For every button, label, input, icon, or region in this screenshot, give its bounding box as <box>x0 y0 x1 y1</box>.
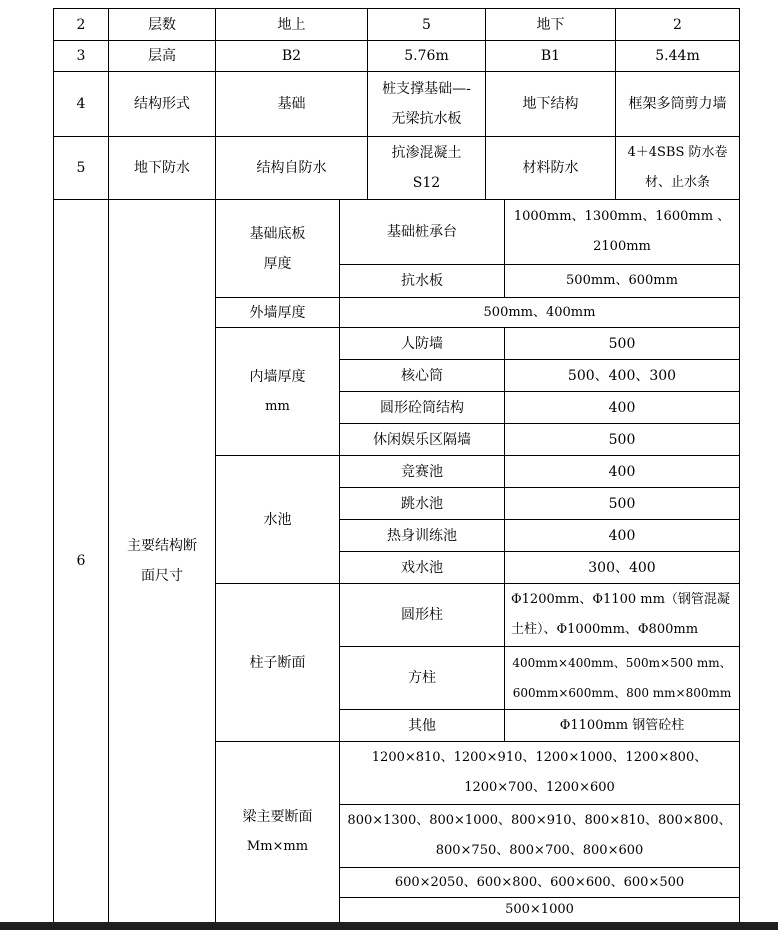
table-cell: 休闲娱乐区隔墙 <box>339 423 504 455</box>
table-cell: 5.76m <box>367 40 485 71</box>
table-cell: 400 <box>504 455 739 487</box>
table-cell: 400 <box>504 391 739 423</box>
table-cell: 抗水板 <box>339 264 504 297</box>
row-label: 结构形式 <box>108 71 215 136</box>
row-number: 2 <box>53 8 108 40</box>
row-number: 5 <box>53 136 108 199</box>
table-cell: 地下 <box>485 8 615 40</box>
row-label: 层数 <box>108 8 215 40</box>
table-cell: 1000mm、1300mm、1600mm 、2100mm <box>504 199 739 264</box>
inner-wall-label: 内墙厚度 mm <box>215 327 339 455</box>
table-cell: 500mm、400mm <box>339 297 739 327</box>
section-label: 主要结构断面尺寸 <box>108 199 215 922</box>
table-cell: 跳水池 <box>339 487 504 519</box>
window-bottom-edge <box>0 922 778 930</box>
table-cell: 500 <box>504 423 739 455</box>
table-cell: B1 <box>485 40 615 71</box>
table-cell: 人防墙 <box>339 327 504 359</box>
table-cell: Φ1200mm、Φ1100 mm（钢管混凝土柱）、Φ1000mm、Φ800mm <box>504 583 739 646</box>
row-number: 6 <box>53 199 108 922</box>
table-cell: 核心筒 <box>339 359 504 391</box>
table-cell: 地上 <box>215 8 367 40</box>
table-cell: 热身训练池 <box>339 519 504 551</box>
table-cell: 500、400、300 <box>504 359 739 391</box>
row-number: 3 <box>53 40 108 71</box>
table-cell: 2 <box>615 8 739 40</box>
table-cell: Φ1100mm 钢管砼柱 <box>504 709 739 741</box>
table-cell: 5 <box>367 8 485 40</box>
column-label: 柱子断面 <box>215 583 339 741</box>
table-cell: 戏水池 <box>339 551 504 583</box>
table-cell: 框架多筒剪力墙 <box>615 71 739 136</box>
row-label: 层高 <box>108 40 215 71</box>
inner-wall-unit: mm <box>265 398 290 414</box>
table-cell: 600×2050、600×800、600×600、600×500 <box>339 867 739 897</box>
table-cell: 地下结构 <box>485 71 615 136</box>
table-cell: 基础 <box>215 71 367 136</box>
table-cell: 400 <box>504 519 739 551</box>
table-cell: 500×1000 <box>339 897 739 922</box>
row-label: 地下防水 <box>108 136 215 199</box>
table-cell: 结构自防水 <box>215 136 367 199</box>
table-cell: 500mm、600mm <box>504 264 739 297</box>
beam-unit: Mm×mm <box>246 839 309 854</box>
table-cell: 500 <box>504 487 739 519</box>
outer-wall-label: 外墙厚度 <box>215 297 339 327</box>
table-cell: 5.44m <box>615 40 739 71</box>
table-cell: 抗渗混凝土S12 <box>367 136 485 199</box>
foundation-label: 基础底板厚度 <box>215 199 339 297</box>
row-number: 4 <box>53 71 108 136</box>
beam-label: 梁主要断面 Mm×mm <box>215 741 339 922</box>
table-cell: 500 <box>504 327 739 359</box>
table-cell: 方柱 <box>339 646 504 709</box>
table-cell: 1200×810、1200×910、1200×1000、1200×800、1200×700、1200×600 <box>339 741 739 804</box>
table-cell: 4＋4SBS 防水卷材、止水条 <box>615 136 739 199</box>
table-cell: 材料防水 <box>485 136 615 199</box>
pool-label: 水池 <box>215 455 339 583</box>
table-cell: 300、400 <box>504 551 739 583</box>
table-cell: B2 <box>215 40 367 71</box>
table-cell: 圆形柱 <box>339 583 504 646</box>
table-cell: 800×1300、800×1000、800×910、800×810、800×800、800×750、800×700、800×600 <box>339 804 739 867</box>
table-cell: 竞赛池 <box>339 455 504 487</box>
table-cell: 400mm×400mm、500m×500 mm、600mm×600mm、800 mm×800mm <box>504 646 739 709</box>
table-cell: 圆形砼筒结构 <box>339 391 504 423</box>
table-cell: 其他 <box>339 709 504 741</box>
table-cell: 桩支撑基础—-无梁抗水板 <box>367 71 485 136</box>
table-cell: 基础桩承台 <box>339 199 504 264</box>
